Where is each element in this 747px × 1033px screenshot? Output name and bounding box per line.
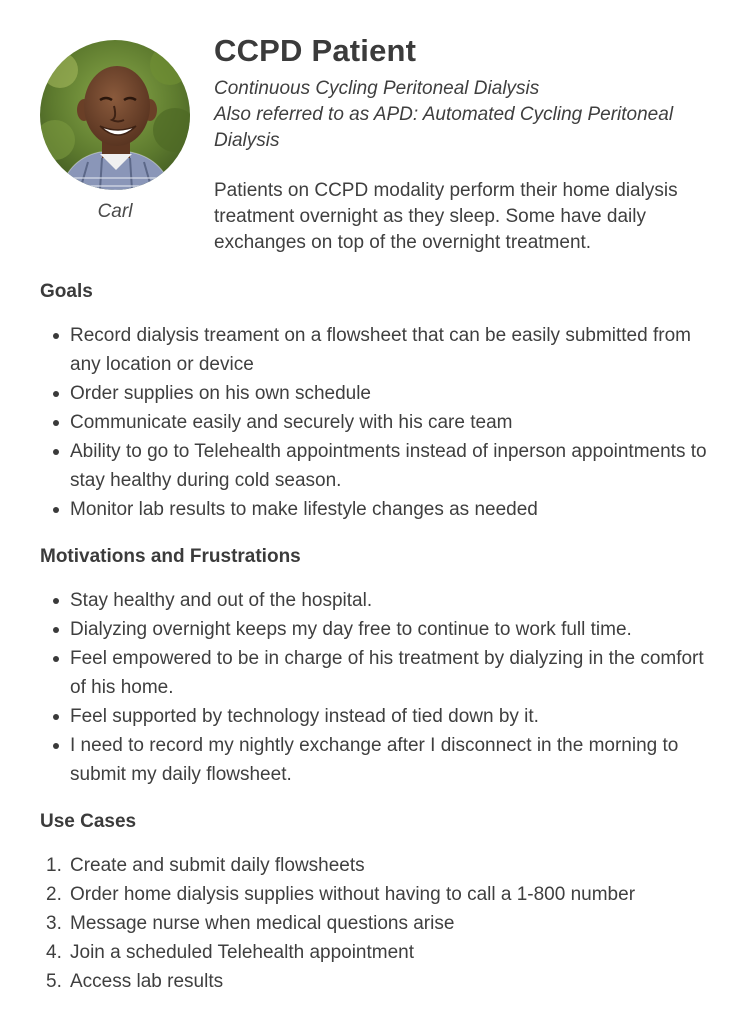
section-heading: Use Cases: [40, 811, 137, 832]
list-item: Monitor lab results to make lifestyle changes as needed: [70, 495, 720, 524]
modality-subtitle: [214, 76, 719, 154]
list-item: Ability to go to Telehealth appointments instead of inperson appointments to stay healthy during cold season.: [70, 437, 720, 495]
list-item: Feel empowered to be in charge of his treatment by dialyzing in the comfort of his home.: [70, 644, 720, 702]
list-item: Record dialysis treament on a flowsheet that can be easily submitted from any location or device: [70, 321, 720, 379]
list-item: Feel supported by technology instead of tied down by it.: [70, 702, 720, 731]
motivations-section: [40, 545, 720, 789]
section-heading: Motivations and Frustrations: [40, 546, 301, 567]
list-item: Communicate easily and securely with his care team: [70, 408, 720, 437]
use-cases-list: [40, 851, 720, 996]
list-item: Dialyzing overnight keeps my day free to continue to work full time.: [70, 615, 720, 644]
list-item: I need to record my nightly exchange after I disconnect in the morning to submit my daily flowsheet.: [70, 731, 720, 789]
persona-description: Patients on CCPD modality perform their home dialysis treatment overnight as they sleep. Some have daily exchanges on top of the overnight treatment.: [214, 180, 678, 253]
goals-section: [40, 280, 720, 524]
list-item: Order home dialysis supplies without having to call a 1-800 number: [70, 884, 636, 905]
person-photo-icon: [40, 40, 190, 190]
list-item: Message nurse when medical questions arise: [70, 913, 455, 934]
avatar: [40, 40, 190, 190]
motivations-list: [40, 586, 720, 789]
list-item: Stay healthy and out of the hospital.: [70, 586, 720, 615]
page-title: CCPD Patient: [214, 33, 417, 68]
persona-name: Carl: [97, 201, 133, 222]
goals-list: [40, 321, 720, 524]
list-item: Access lab results: [70, 971, 224, 992]
list-item: Order supplies on his own schedule: [70, 379, 720, 408]
section-heading: Goals: [40, 281, 93, 302]
subtitle-line: Continuous Cycling Peritoneal Dialysis: [214, 78, 540, 99]
list-item: Join a scheduled Telehealth appointment: [70, 942, 415, 963]
persona-header: [0, 0, 747, 270]
subtitle-line: Also referred to as APD: Automated Cycling Peritoneal Dialysis: [214, 104, 674, 151]
use-cases-section: [40, 810, 720, 996]
list-item: Create and submit daily flowsheets: [70, 855, 365, 876]
